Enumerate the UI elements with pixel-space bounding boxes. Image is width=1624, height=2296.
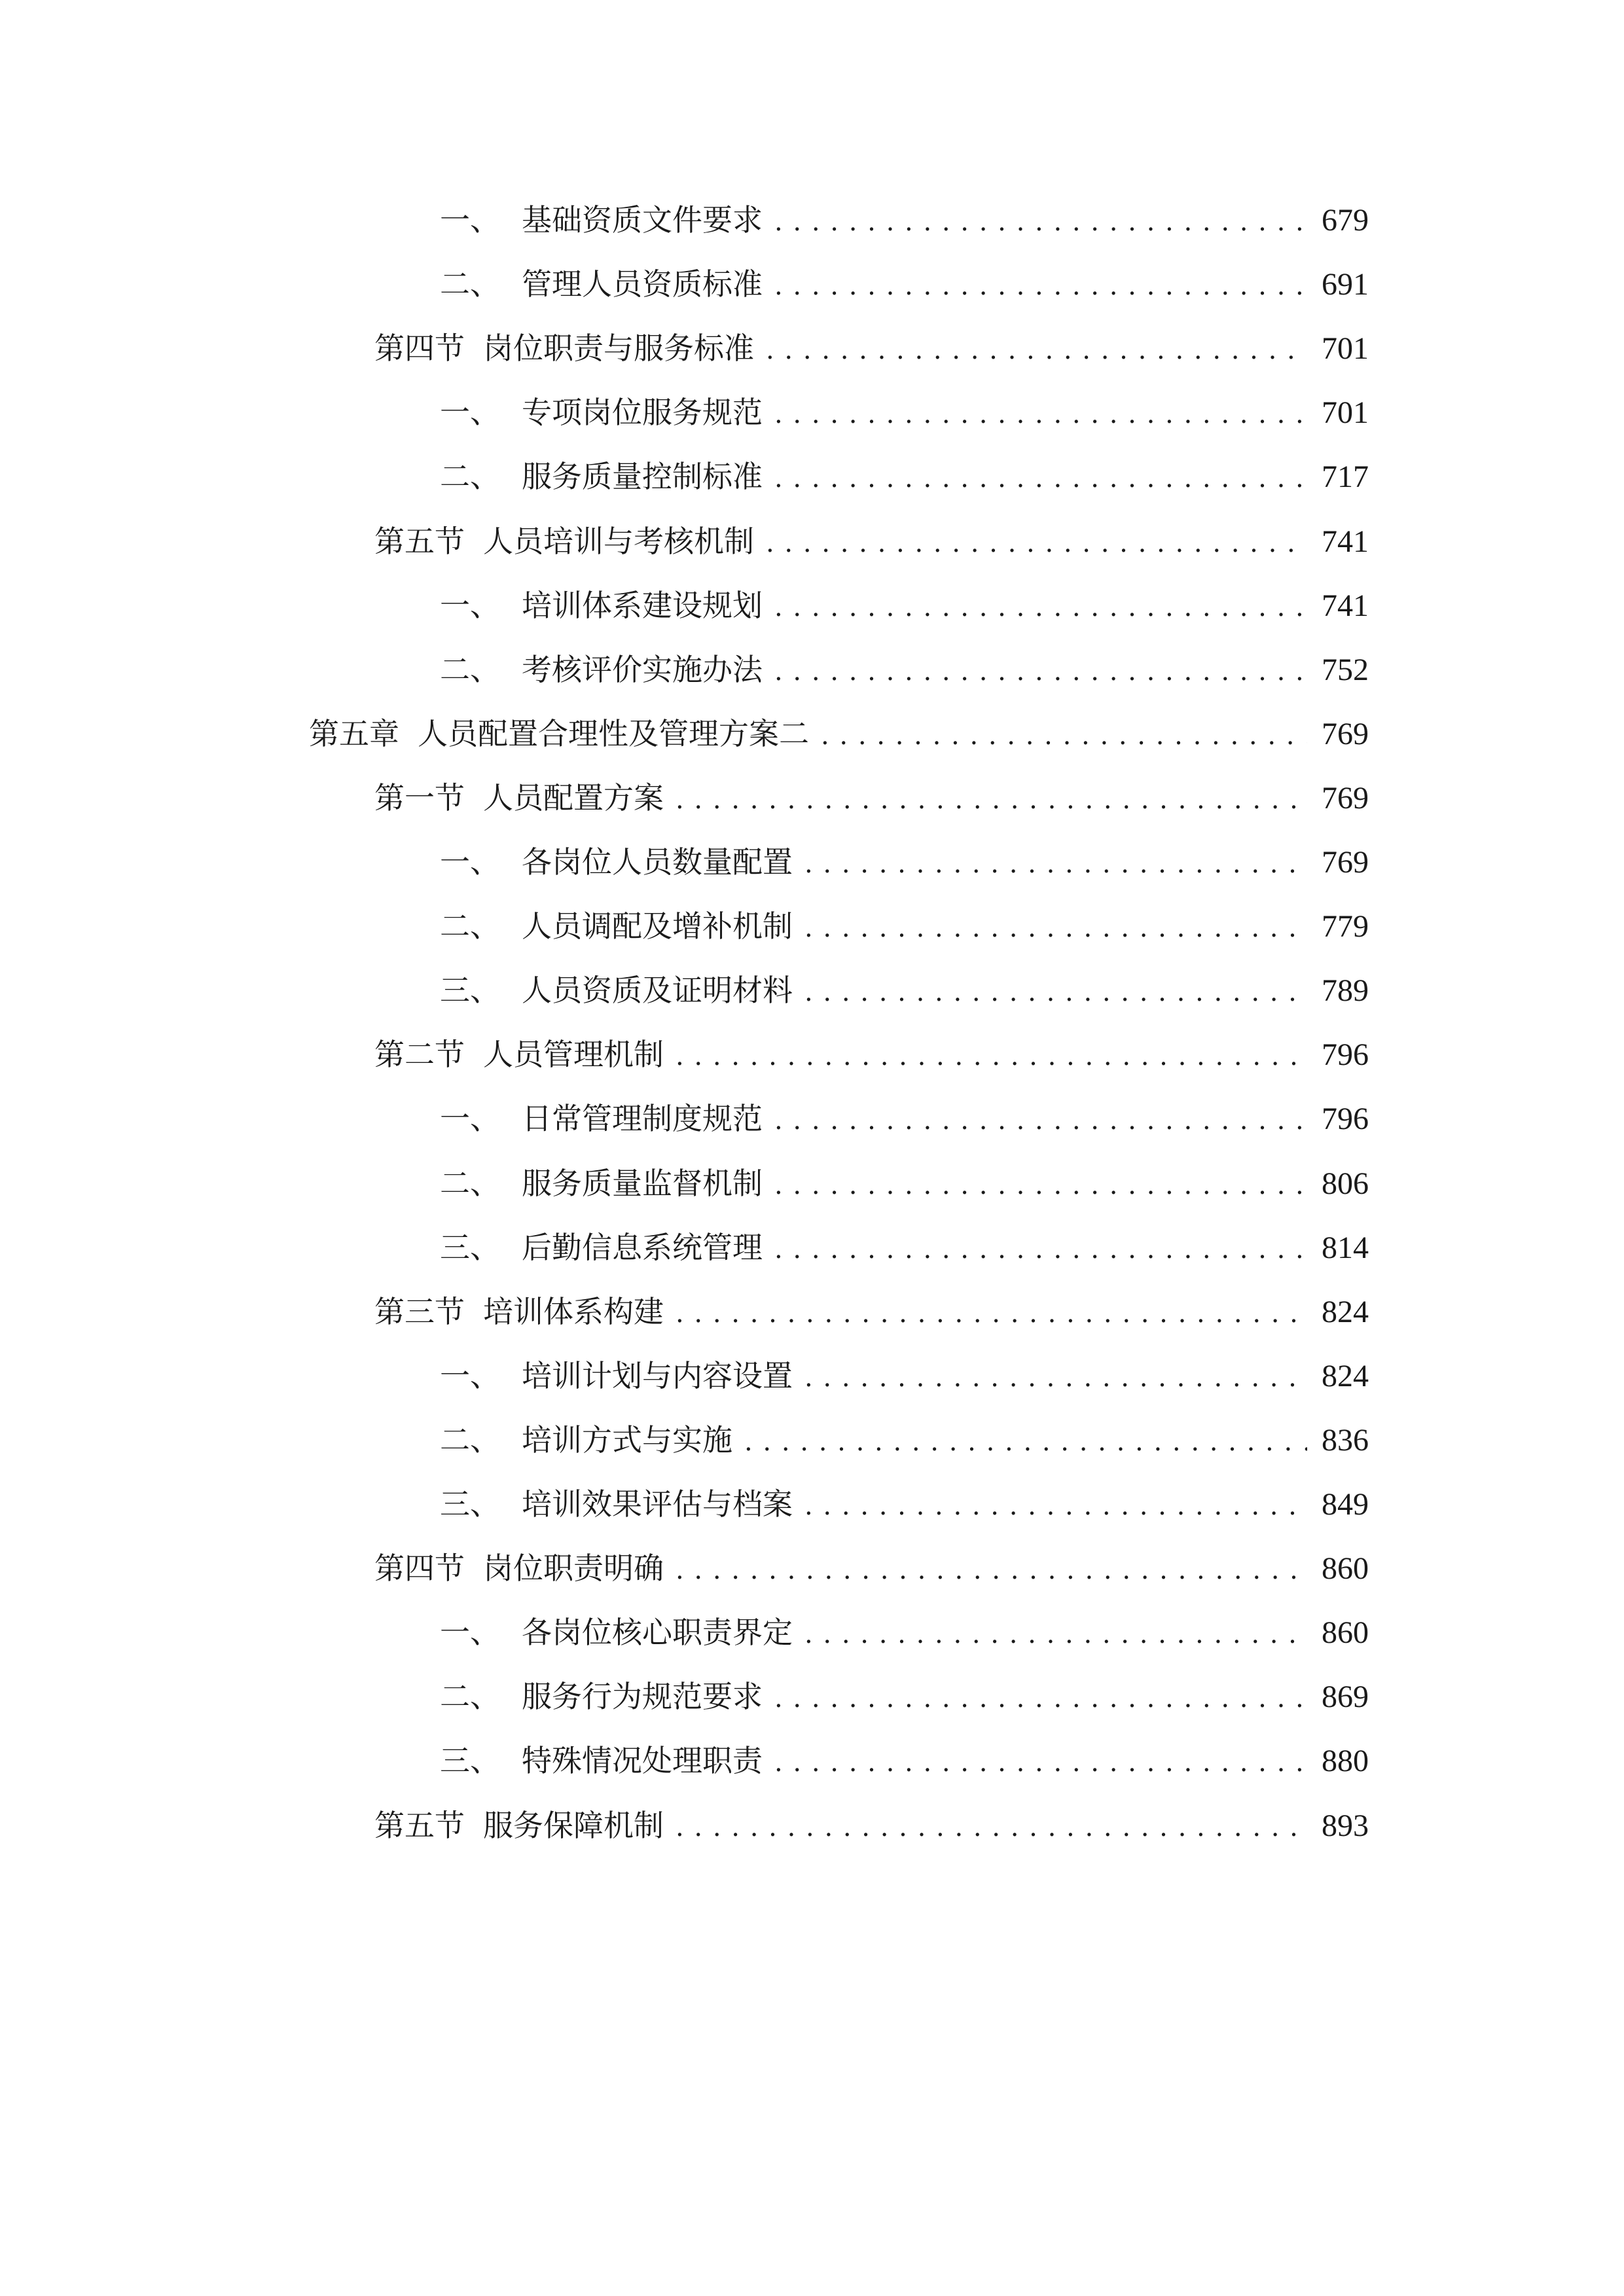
toc-entry-title: 人员管理机制 — [483, 1037, 664, 1073]
toc-entry-label — [374, 1028, 664, 1081]
toc-entry-page-number: 836 — [1322, 1422, 1369, 1458]
toc-entry[interactable] — [374, 772, 1369, 824]
toc-dot-leader — [804, 1480, 1307, 1532]
toc-dot-leader — [774, 1094, 1307, 1147]
toc-entry[interactable] — [440, 836, 1369, 888]
toc-entry-title: 后勤信息系统管理 — [522, 1229, 763, 1265]
toc-entry-page-number: 849 — [1322, 1487, 1369, 1522]
toc-entry-label — [374, 1285, 664, 1338]
toc-entry-label — [374, 772, 664, 824]
toc-entry-title: 培训方式与实施 — [522, 1422, 732, 1458]
toc-entry-label — [374, 1542, 664, 1594]
toc-entry-label — [440, 1734, 763, 1787]
toc-entry-number: 第五节 — [374, 1807, 465, 1843]
toc-dot-leader — [766, 517, 1307, 569]
toc-entry[interactable] — [440, 1092, 1369, 1145]
toc-entry-title: 人员资质及证明材料 — [522, 973, 793, 1009]
toc-entry[interactable] — [374, 1542, 1369, 1594]
toc-dot-leader — [774, 388, 1307, 440]
toc-entry-page-number: 691 — [1322, 267, 1369, 302]
toc-entry-label — [440, 386, 763, 439]
toc-entry-page-number: 869 — [1322, 1679, 1369, 1715]
toc-entry-page-number: 893 — [1322, 1808, 1369, 1843]
toc-entry[interactable] — [440, 1478, 1369, 1530]
toc-entry-number: 一、 — [440, 1101, 500, 1137]
toc-entry-label — [440, 258, 763, 310]
toc-entry[interactable] — [440, 194, 1369, 246]
toc-entry-page-number: 796 — [1322, 1037, 1369, 1073]
toc-dot-leader — [676, 1030, 1307, 1083]
toc-entry-title: 培训计划与内容设置 — [522, 1357, 793, 1393]
toc-entry-title: 特殊情况处理职责 — [522, 1743, 763, 1779]
toc-entry[interactable] — [374, 1285, 1369, 1338]
toc-entry-number: 一、 — [440, 1615, 500, 1651]
toc-entry-number: 第一节 — [374, 780, 465, 816]
toc-entry-number: 二、 — [440, 651, 500, 687]
toc-entry[interactable] — [440, 900, 1369, 952]
toc-entry-number: 二、 — [440, 266, 500, 302]
toc-dot-leader — [804, 1608, 1307, 1660]
toc-entry-page-number: 824 — [1322, 1294, 1369, 1329]
toc-entry-number: 二、 — [440, 459, 500, 495]
toc-entry-number: 第五章 — [309, 715, 399, 751]
toc-entry-page-number: 769 — [1322, 780, 1369, 816]
toc-entry-number: 第二节 — [374, 1037, 465, 1073]
toc-entry-page-number: 824 — [1322, 1358, 1369, 1393]
toc-entry-page-number: 769 — [1322, 716, 1369, 751]
toc-entry-number: 第三节 — [374, 1293, 465, 1329]
toc-entry-page-number: 880 — [1322, 1744, 1369, 1779]
toc-entry[interactable] — [374, 322, 1369, 374]
toc-dot-leader — [804, 1352, 1307, 1404]
toc-entry-title: 培训体系建设规划 — [522, 587, 763, 623]
toc-entry-page-number: 752 — [1322, 652, 1369, 687]
toc-entry-number: 一、 — [440, 587, 500, 623]
toc-dot-leader — [774, 1736, 1307, 1789]
toc-entry-page-number: 860 — [1322, 1615, 1369, 1651]
toc-entry[interactable] — [309, 708, 1369, 760]
toc-entry[interactable] — [440, 450, 1369, 503]
toc-entry-label — [440, 1157, 763, 1210]
toc-entry-number: 三、 — [440, 1743, 500, 1779]
toc-entry[interactable] — [440, 1350, 1369, 1402]
toc-dot-leader — [774, 196, 1307, 248]
toc-entry-label — [440, 1670, 763, 1723]
toc-entry[interactable] — [440, 1734, 1369, 1787]
toc-entry-number: 三、 — [440, 1229, 500, 1265]
toc-dot-leader — [766, 324, 1307, 376]
toc-entry-label — [374, 1799, 664, 1852]
toc-entry-title: 服务保障机制 — [483, 1807, 664, 1843]
toc-entry-title: 人员配置合理性及管理方案二 — [418, 715, 809, 751]
toc-entry-number: 二、 — [440, 1165, 500, 1201]
toc-entry-title: 岗位职责与服务标准 — [483, 331, 754, 367]
toc-entry-title: 各岗位核心职责界定 — [522, 1615, 793, 1651]
toc-entry[interactable] — [440, 1157, 1369, 1210]
toc-dot-leader — [804, 838, 1307, 890]
toc-entry-page-number: 717 — [1322, 459, 1369, 495]
toc-entry-label — [440, 194, 763, 246]
toc-entry-label — [374, 322, 754, 374]
toc-entry[interactable] — [440, 579, 1369, 632]
toc-entry-title: 人员调配及增补机制 — [522, 908, 793, 944]
toc-entry-label — [440, 1221, 763, 1274]
toc-dot-leader — [821, 709, 1307, 762]
toc-dot-leader — [774, 1223, 1307, 1276]
toc-entry-page-number: 741 — [1322, 524, 1369, 559]
toc-dot-leader — [774, 1159, 1307, 1211]
toc-entry-title: 培训效果评估与档案 — [522, 1486, 793, 1522]
toc-entry-title: 各岗位人员数量配置 — [522, 844, 793, 880]
toc-entry-label — [440, 579, 763, 632]
toc-entry-number: 一、 — [440, 1357, 500, 1393]
toc-entry-number: 第四节 — [374, 1551, 465, 1587]
toc-entry[interactable] — [374, 1028, 1369, 1081]
toc-dot-leader — [744, 1416, 1307, 1468]
toc-entry-number: 二、 — [440, 1422, 500, 1458]
toc-entry-page-number: 769 — [1322, 845, 1369, 880]
toc-dot-leader — [676, 1801, 1307, 1854]
toc-entry-page-number: 789 — [1322, 973, 1369, 1009]
toc-entry-page-number: 701 — [1322, 395, 1369, 431]
toc-entry-label — [440, 1350, 793, 1402]
toc-entry-page-number: 860 — [1322, 1551, 1369, 1587]
toc-entry-page-number: 796 — [1322, 1102, 1369, 1137]
toc-entry[interactable] — [440, 964, 1369, 1016]
toc-entry[interactable] — [374, 515, 1369, 567]
toc-entry-label — [440, 836, 793, 888]
toc-entry-label — [440, 900, 793, 952]
toc-entry-label — [440, 643, 763, 696]
toc-entry[interactable] — [440, 386, 1369, 439]
toc-dot-leader — [774, 581, 1307, 634]
toc-dot-leader — [676, 1287, 1307, 1340]
toc-entry-title: 考核评价实施办法 — [522, 651, 763, 687]
toc-entry[interactable] — [440, 1606, 1369, 1659]
toc-entry-title: 日常管理制度规范 — [522, 1101, 763, 1137]
toc-dot-leader — [774, 645, 1307, 698]
toc-entry-label — [440, 1478, 793, 1530]
toc-entry-title: 管理人员资质标准 — [522, 266, 763, 302]
toc-dot-leader — [774, 260, 1307, 312]
toc-entry-number: 第五节 — [374, 523, 465, 559]
toc-entry-title: 服务质量监督机制 — [522, 1165, 763, 1201]
toc-entry-page-number: 679 — [1322, 203, 1369, 238]
toc-entry-page-number: 814 — [1322, 1230, 1369, 1265]
toc-dot-leader — [676, 1544, 1307, 1596]
toc-entry[interactable] — [440, 258, 1369, 310]
toc-entry-label — [374, 515, 754, 567]
toc-entry-label — [440, 450, 763, 503]
toc-entry-number: 三、 — [440, 1486, 500, 1522]
toc-dot-leader — [774, 452, 1307, 505]
toc-entry-title: 专项岗位服务规范 — [522, 395, 763, 431]
toc-dot-leader — [676, 774, 1307, 826]
toc-entry[interactable] — [440, 643, 1369, 696]
toc-entry-number: 一、 — [440, 844, 500, 880]
toc-entry-title: 人员培训与考核机制 — [483, 523, 754, 559]
toc-entry-number: 二、 — [440, 1679, 500, 1715]
toc-dot-leader — [804, 966, 1307, 1018]
toc-entry[interactable] — [440, 1414, 1369, 1466]
toc-entry-title: 基础资质文件要求 — [522, 202, 763, 238]
toc-entry-label — [440, 1092, 763, 1145]
toc-entry-number: 二、 — [440, 908, 500, 944]
toc-entry[interactable] — [440, 1670, 1369, 1723]
toc-entry-title: 人员配置方案 — [483, 780, 664, 816]
toc-entry-label — [440, 1606, 793, 1659]
toc-dot-leader — [774, 1672, 1307, 1725]
toc-entry-title: 服务质量控制标准 — [522, 459, 763, 495]
toc-entry-label — [440, 1414, 732, 1466]
toc-entry-page-number: 741 — [1322, 588, 1369, 623]
toc-entry-title: 岗位职责明确 — [483, 1551, 664, 1587]
toc-entry-number: 一、 — [440, 202, 500, 238]
toc-entry-title: 培训体系构建 — [483, 1293, 664, 1329]
toc-entry-title: 服务行为规范要求 — [522, 1679, 763, 1715]
toc-entry[interactable] — [440, 1221, 1369, 1274]
toc-entry-number: 第四节 — [374, 331, 465, 367]
toc-entry-label — [309, 708, 809, 760]
toc-entry-page-number: 779 — [1322, 909, 1369, 944]
toc-dot-leader — [804, 902, 1307, 954]
toc-entry-label — [440, 964, 793, 1016]
toc-entry-number: 一、 — [440, 395, 500, 431]
toc-entry-page-number: 806 — [1322, 1166, 1369, 1201]
toc-entry-page-number: 701 — [1322, 331, 1369, 367]
toc-entry-number: 三、 — [440, 973, 500, 1009]
toc-entry[interactable] — [374, 1799, 1369, 1852]
